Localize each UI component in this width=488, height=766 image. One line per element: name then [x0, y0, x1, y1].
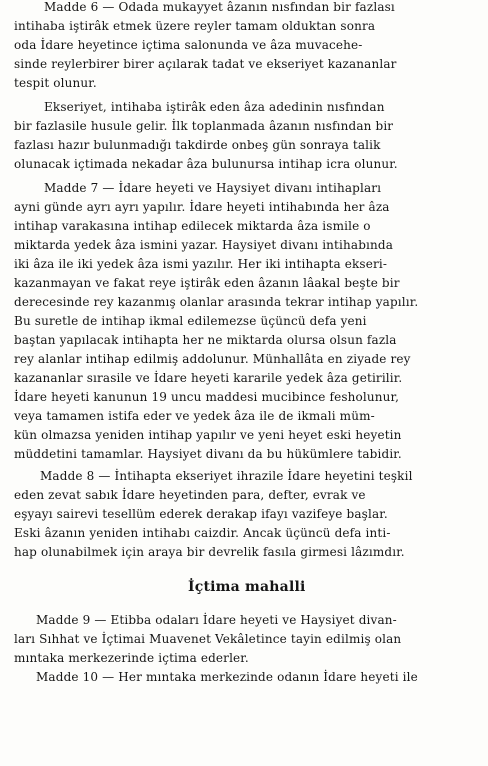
text-line: iki âza ile iki yedek âza ismi yazılır. Her iki intihapta ekseri-	[14, 257, 388, 271]
text-line: Madde 10 — Her mıntaka merkezinde odanın İdare heyeti ile	[36, 670, 418, 684]
text-line: derecesinde rey kazanmış olanlar arasında tekrar intihap yapılır.	[14, 295, 419, 309]
text-line: sinde reylerbirer birer açılarak tadat ve ekseriyet kazananlar	[14, 57, 397, 71]
text-line: kün olmazsa yeniden intihap yapılır ve yeni heyet eski heyetin	[14, 428, 402, 442]
text-line: ları Sıhhat ve İçtimai Muavenet Vekâletince tayin edilmiş olan	[14, 632, 402, 646]
text-line: mıntaka merkezerinde içtima ederler.	[14, 651, 249, 665]
text-line: eşyayı sairevi tesellüm ederek derakap ifayı vazifeye başlar.	[14, 507, 388, 521]
text-line: miktarda yedek âza ismini yazar. Haysiyet divanı intihabında	[14, 238, 394, 252]
text-line: Eski âzanın yeniden intihabı caizdir. Ancak üçüncü defa inti-	[14, 526, 391, 540]
text-line: intihap varakasına intihap edilecek miktarda âza ismile o	[14, 219, 371, 233]
text-line: eden zevat sabık İdare heyetinden para, defter, evrak ve	[14, 488, 366, 502]
text-line: rey alanlar intihap edilmiş addolunur. Münhallâta en ziyade rey	[14, 352, 411, 366]
text-line: tespit olunur.	[14, 76, 97, 90]
text-line: baştan yapılacak intihapta her ne miktarda olursa olsun fazla	[14, 333, 397, 347]
text-line: Ekseriyet, intihaba iştirâk eden âza adedinin nısfından	[44, 100, 385, 114]
text-line: kazanmayan ve fakat reye iştirâk eden âzanın lâakal beşte bir	[14, 276, 400, 290]
text-line: Madde 9 — Etibba odaları İdare heyeti ve Haysiyet divan-	[36, 613, 397, 627]
text-line: intihaba iştirâk etmek üzere reyler tamam olduktan sonra	[14, 19, 376, 33]
text-line: Bu suretle de intihap ikmal edilemezse üçüncü defa yeni	[14, 314, 367, 328]
text-line: Madde 8 — İntihapta ekseriyet ihrazile İdare heyetini teşkil	[40, 469, 413, 483]
text-line: Madde 6 — Odada mukayyet âzanın nısfından bir fazlası	[44, 0, 395, 14]
text-line: ayni günde ayrı ayrı yapılır. İdare heyeti intihabında her âza	[14, 200, 390, 214]
text-line: fazlası hazır bulunmadığı takdirde onbeş gün sonraya talik	[14, 138, 381, 152]
text-line: müddetini tamamlar. Haysiyet divanı da bu hükümlere tabidir.	[14, 447, 402, 461]
text-line: hap olunabilmek için araya bir devrelik fasıla girmesi lâzımdır.	[14, 545, 405, 559]
text-line: Madde 7 — İdare heyeti ve Haysiyet divanı intihapları	[44, 181, 382, 195]
text-line: olunacak içtimada nekadar âza bulunursa intihap icra olunur.	[14, 157, 398, 171]
text-line: İdare heyeti kanunun 19 uncu maddesi mucibince fesholunur,	[14, 390, 400, 404]
text-line: bir fazlasile husule gelir. İlk toplanmada âzanın nısfından bir	[14, 119, 394, 133]
text-line: veya tamamen istifa eder ve yedek âza ile de ikmali müm-	[14, 409, 375, 423]
text-line: oda İdare heyetince içtima salonunda ve âza muvacehe-	[14, 38, 363, 52]
section-heading: İçtima mahalli	[188, 579, 306, 595]
text-line: kazananlar sırasile ve İdare heyeti kararile yedek âza getirilir.	[14, 371, 403, 385]
